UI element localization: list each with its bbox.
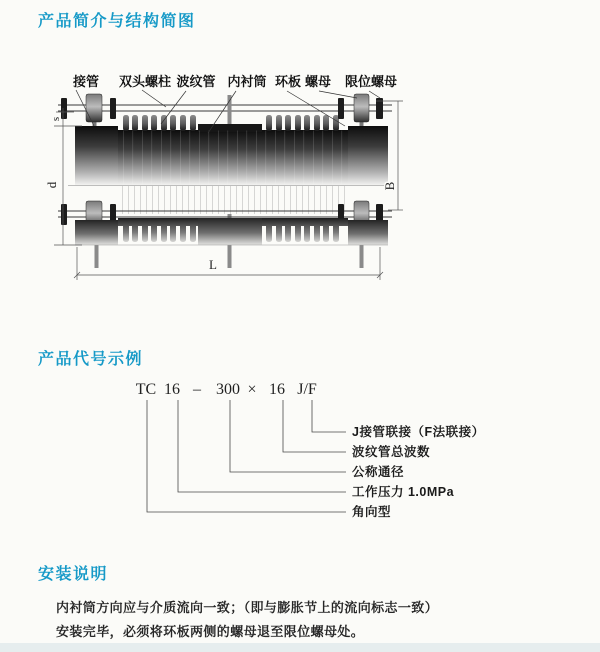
part-label-stud: 双头螺柱 — [118, 74, 172, 89]
callout-nominal-diameter: 公称通径 — [352, 465, 405, 479]
expansion-joint-drawing — [30, 68, 460, 308]
inner-liner-band — [198, 124, 262, 132]
left-pipe — [75, 126, 118, 185]
lower-body — [75, 218, 388, 245]
dim-label-d: d — [44, 181, 59, 189]
callout-connection: J接管联接（F法联接） — [352, 425, 485, 439]
install-instruction-line: 安装完毕，必须将环板两侧的螺母退至限位螺母处。 — [56, 624, 365, 639]
section-heading-install: 安装说明 — [38, 566, 109, 583]
upper-body — [75, 115, 388, 185]
center-stud — [228, 95, 232, 125]
right-pipe-lower — [348, 220, 388, 245]
part-label-bellows: 波纹管 — [176, 74, 216, 89]
left-pipe-lower — [75, 220, 118, 245]
section-heading-intro: 产品简介与结构简图 — [38, 13, 196, 30]
install-instruction-line: 内衬筒方向应与介质流向一致；（即与膨胀节上的流向标志一致） — [56, 600, 439, 615]
code-dash: – — [193, 381, 201, 398]
part-label-nut: 螺母 — [304, 74, 332, 89]
code-callout-lines — [140, 398, 355, 518]
code-times: × — [247, 381, 257, 398]
dim-label-s: s — [50, 116, 62, 122]
part-label-liner: 内衬筒 — [227, 74, 267, 89]
code-connection: J/F — [297, 381, 317, 398]
part-label-limitnut: 限位螺母 — [344, 74, 398, 89]
dim-label-l: L — [209, 257, 217, 272]
structure-diagram — [30, 68, 460, 308]
page-bottom-strip — [0, 643, 600, 652]
callout-type: 角向型 — [352, 505, 392, 519]
code-waves: 16 — [269, 381, 285, 398]
part-label-jieguan: 接管 — [72, 74, 100, 89]
dim-label-b: B — [382, 181, 397, 191]
code-pressure: 16 — [164, 381, 180, 398]
inner-liner-lower — [198, 218, 262, 245]
callout-wave-count: 波纹管总波数 — [352, 445, 431, 459]
part-label-ring: 环板 — [274, 74, 302, 89]
right-pipe — [348, 126, 388, 185]
code-model: TC — [135, 381, 157, 398]
callout-working-pressure: 工作压力 1.0MPa — [352, 485, 455, 499]
section-heading-code-example: 产品代号示例 — [38, 351, 144, 368]
code-diameter: 300 — [216, 381, 240, 398]
